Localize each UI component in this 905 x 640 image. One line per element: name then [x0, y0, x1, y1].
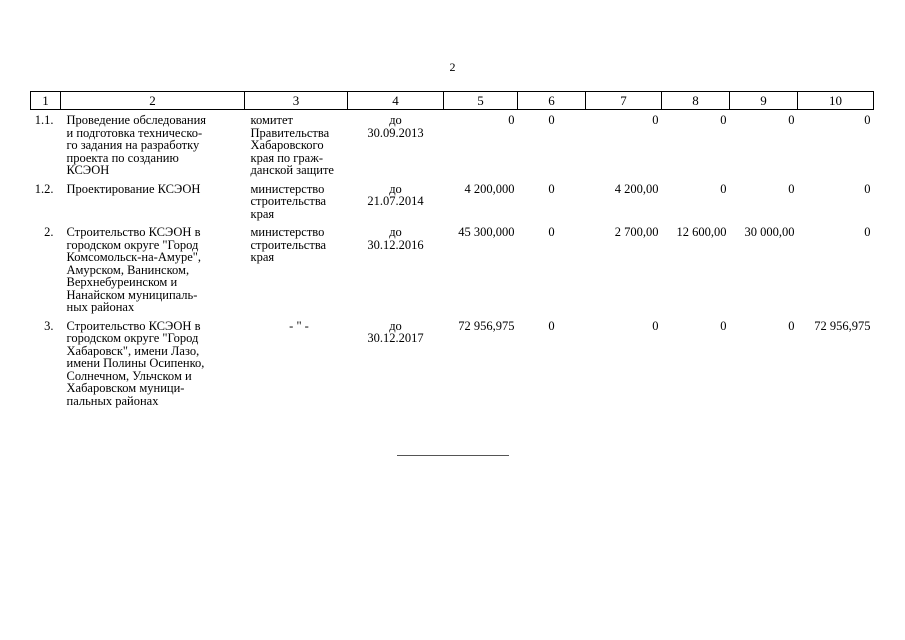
text-line: Амурском, Ванинском, — [66, 262, 190, 277]
amount-col-7: 0 — [652, 113, 659, 127]
text-line: ных районах — [66, 300, 135, 314]
text-line: городском округе "Город — [66, 237, 199, 252]
text-line: Нанайском муниципаль- — [66, 287, 198, 302]
text-line: имени Полины Осипенко, — [66, 356, 205, 370]
column-header: 9 — [730, 92, 798, 110]
text-line: 21.07.2014 — [367, 194, 424, 208]
amount-col-9: 0 — [788, 113, 795, 127]
amount-col-6: 0 — [548, 318, 555, 333]
text-line: 30.12.2017 — [367, 331, 424, 345]
text-line: комитет — [250, 113, 294, 127]
program-table — [30, 91, 874, 413]
amount-col-7: 0 — [652, 318, 659, 333]
amount-col-8: 0 — [720, 318, 727, 333]
amount-col-10: 0 — [864, 181, 871, 196]
text-line: министерство — [250, 181, 325, 196]
text-line: пальных районах — [66, 393, 159, 408]
row-number: 1.2. — [34, 181, 54, 196]
text-line: строительства — [250, 194, 327, 208]
text-line: Комсомольск-на-Амуре", — [66, 250, 202, 264]
text-line: Строительство КСЭОН в — [66, 225, 201, 239]
executor — [245, 320, 348, 414]
total-amount: 0 — [508, 113, 515, 127]
table-row — [31, 320, 874, 414]
text-line: го задания на разработку — [66, 138, 200, 152]
amount-col-9: 0 — [788, 318, 795, 333]
ditto-mark: - " - — [289, 318, 309, 333]
text-line: Хабаровск", имени Лазо, — [66, 343, 200, 358]
text-line: 30.09.2013 — [367, 125, 424, 140]
column-header: 6 — [518, 92, 586, 110]
amount-col-6: 0 — [548, 113, 555, 127]
text-line: 30.12.2016 — [367, 237, 424, 252]
text-line: данской защите — [250, 163, 334, 177]
amount-col-8: 12 600,00 — [676, 225, 727, 239]
amount-col-9: 30 000,00 — [744, 225, 795, 239]
deadline — [348, 226, 444, 320]
page-number: 2 — [449, 60, 456, 74]
column-header: 4 — [348, 92, 444, 110]
column-header: 10 — [798, 92, 874, 110]
amount-col-7: 2 700,00 — [614, 225, 659, 239]
amount-col-9: 0 — [788, 181, 795, 196]
activity-name — [61, 183, 245, 227]
text-line: проекта по созданию — [66, 150, 179, 165]
text-line: до — [389, 318, 402, 333]
text-line: Строительство КСЭОН в — [66, 318, 201, 333]
text-line: Хабаровском муници- — [66, 381, 185, 395]
text-line: края — [250, 206, 275, 221]
text-line: края — [250, 250, 275, 264]
executor — [245, 226, 348, 320]
amount-col-6: 0 — [548, 225, 555, 239]
activity-name — [61, 320, 245, 414]
text-line: Правительства — [250, 125, 330, 140]
row-number: 2. — [44, 225, 54, 239]
table-row — [31, 183, 874, 227]
text-line: Хабаровского — [250, 138, 324, 152]
deadline — [348, 110, 444, 183]
text-line: Проведение обследования — [66, 113, 207, 127]
text-line: Проектирование КСЭОН — [66, 181, 201, 196]
header-row — [31, 92, 874, 110]
end-divider — [397, 455, 509, 456]
text-line: Верхнебуреинском и — [66, 275, 178, 289]
amount-col-10: 72 956,975 — [814, 318, 871, 333]
amount-col-8: 0 — [720, 181, 727, 196]
executor — [245, 183, 348, 227]
text-line: Солнечном, Ульчском и — [66, 368, 192, 383]
deadline — [348, 183, 444, 227]
column-header: 3 — [245, 92, 348, 110]
activity-name — [61, 226, 245, 320]
text-line: строительства — [250, 237, 327, 252]
amount-col-8: 0 — [720, 113, 727, 127]
amount-col-7: 4 200,00 — [614, 181, 659, 196]
text-line: городском округе "Город — [66, 331, 199, 345]
executor — [245, 110, 348, 183]
table-row — [31, 110, 874, 183]
text-line: министерство — [250, 225, 325, 239]
column-header: 7 — [586, 92, 662, 110]
total-amount: 45 300,000 — [458, 225, 515, 239]
total-amount: 4 200,000 — [464, 181, 515, 196]
row-number: 1.1. — [34, 113, 54, 127]
row-number: 3. — [44, 318, 54, 333]
text-line: до — [389, 113, 402, 127]
amount-col-10: 0 — [864, 225, 871, 239]
amount-col-10: 0 — [864, 113, 871, 127]
column-header: 2 — [61, 92, 245, 110]
table-row — [31, 226, 874, 320]
text-line: до — [389, 225, 402, 239]
text-line: до — [389, 181, 402, 196]
total-amount: 72 956,975 — [458, 318, 515, 333]
deadline — [348, 320, 444, 414]
text-line: края по граж- — [250, 150, 324, 165]
amount-col-6: 0 — [548, 181, 555, 196]
column-header: 5 — [444, 92, 518, 110]
text-line: КСЭОН — [66, 163, 110, 177]
activity-name — [61, 110, 245, 183]
column-header: 1 — [31, 92, 61, 110]
column-header: 8 — [662, 92, 730, 110]
text-line: и подготовка техническо- — [66, 125, 203, 140]
